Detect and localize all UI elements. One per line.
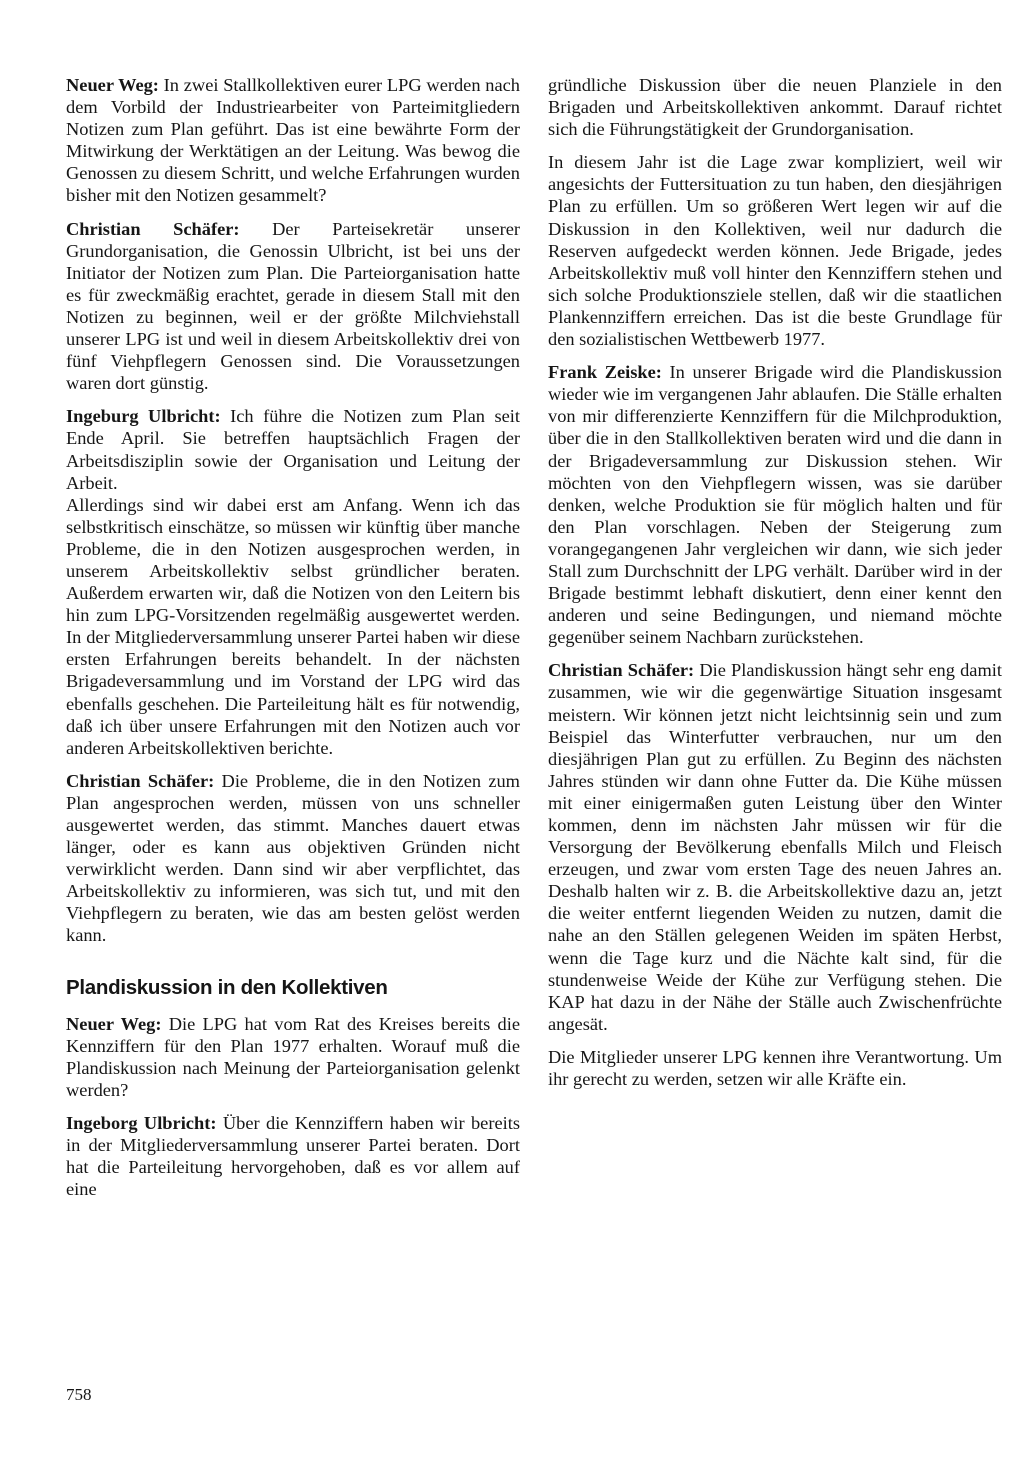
- speaker-label: Christian Schäfer:: [548, 660, 695, 681]
- speaker-label: Ingeborg Ulbricht:: [66, 1112, 217, 1133]
- paragraph-text: In zwei Stallkollektiven eurer LPG werden nach dem Vorbild der Industriearbeiter von Parteimitgliedern Notizen zum Plan geführt. Das ist eine bewährte Form der Mitwirkung der Werktätigen an der Leitung. Was bewog die Genossen zu diesem Schritt, und welche Erfahrungen wurden bisher mit den Notizen gesammelt?: [66, 75, 520, 206]
- paragraph: In diesem Jahr ist die Lage zwar kompliziert, weil wir angesichts der Futtersituation zu tun haben, den diesjährigen Plan zu erfüllen. Um so größeren Wert legen wir auf die Diskussion in den Kollektiven, weil nur dadurch die Reserven aufgedeckt werden können. Jede Brigade, jedes Arbeitskollektiv muß voll hinter den Kennziffern stehen und sich solche Produktionsziele stellen, daß wir die staatlichen Plankennziffern erreichen. Das ist die beste Grundlage für den sozialistischen Wettbewerb 1977.: [548, 152, 1002, 350]
- paragraph: [548, 361, 1002, 648]
- right-column: [548, 74, 1002, 1101]
- speaker-label: Christian Schäfer:: [66, 770, 215, 791]
- left-column: [66, 74, 520, 1211]
- paragraph-text: In unserer Brigade wird die Plandiskussion wieder wie im vergangenen Jahr ablaufen. Die Ställe erhalten von mir differenzierte Kennziffern für die Milchproduktion, über die in den Stallkollektiven beraten wird und die dann in der Brigadeversammlung zur Diskussion stehen. Wir möchten von den Viehpflegern wissen, was sie darüber denken, welche Produktion sie für möglich halten und für den Plan vorschlagen. Neben der Steigerung zum vorangegangenen Jahr vergleichen wir dann, wie sich jeder Stall zum Durchschnitt der LPG verhält. Darüber wird in der Brigade bestimmt lebhaft diskutiert, denn einer kennt den anderen und seine Bedingungen, und niemand möchte gegenüber seinem Nachbarn zurückstehen.: [548, 362, 1002, 648]
- speaker-label: Neuer Weg:: [66, 1013, 162, 1034]
- speaker-label: Neuer Weg:: [66, 75, 159, 95]
- paragraph: [66, 1013, 520, 1101]
- paragraph-text: Der Parteisekretär unserer Grundorganisation, die Genossin Ulbricht, ist bei uns der Initiator der Notizen zum Plan. Die Parteiorganisation hatte es für zweckmäßig erachtet, gerade in diesem Stall mit den Notizen zu beginnen, weil er der größte Milchviehstall unserer LPG ist und weil in diesem Arbeitskollektiv drei von fünf Viehpflegern Genossen sind. Die Voraussetzungen waren dort günstig.: [66, 218, 520, 394]
- paragraph-text: Die Plandiskussion hängt sehr eng damit zusammen, wie wir die gegenwärtige Situation insgesamt meistern. Wir können jetzt nicht leichtsinnig sein und zum Beispiel das Winterfutter verbrauchen, nur um den diesjährigen Plan gut zu erfüllen. Zu Beginn des nächsten Jahres stünden wir dann ohne Futter da. Die Kühe müssen mit einer einigermaßen guten Leistung über den Winter kommen, denn im nächsten Jahr müssen wir für die Versorgung der Bevölkerung ebenfalls Milch und Fleisch erzeugen, und zwar vom ersten Tage des neuen Jahres an. Deshalb halten wir z. B. die Arbeitskollektive dazu an, jetzt die weiter entfernt liegenden Weiden zu nutzen, damit die nahe an den Ställen gelegenen Weiden im späten Herbst, wenn die Tage kurz und die Nächte kalt sind, für die stundenweise Weide der Kühe zur Verfügung stehen. Die KAP hat dazu in der Nähe der Ställe auch Zwischenfrüchte angesät.: [548, 660, 1002, 1034]
- speaker-label: Ingeburg Ulbricht:: [66, 406, 221, 427]
- speaker-label: Christian Schäfer:: [66, 218, 240, 239]
- paragraph: [548, 659, 1002, 1035]
- paragraph-text: Über die Kennziffern haben wir bereits in der Mitgliederversammlung unserer Partei beraten. Dort hat die Parteileitung hervorgehoben, daß es vor allem auf eine: [66, 1112, 520, 1200]
- paragraph-continuation: Allerdings sind wir dabei erst am Anfang. Wenn ich das selbstkritisch einschätze, so müssen wir künftig über manche Probleme, die in den Notizen ausgesprochen werden, in unserem Arbeitskollektiv selbst gründlicher beraten. Außerdem erwarten wir, daß die Notizen von den Leitern bis hin zum LPG-Vorsitzenden regelmäßig ausgewertet werden. In der Mitgliederversammlung unserer Partei haben wir diese ersten Erfahrungen bereits behandelt. In der nächsten Brigadeversammlung und im Vorstand der LPG wird das ebenfalls geschehen. Die Parteileitung hält es für notwendig, daß ich über unsere Erfahrungen mit den Notizen auch vor anderen Arbeitskollektiven berichte.: [66, 494, 520, 758]
- paragraph-text: Ich führe die Notizen zum Plan seit Ende April. Sie betreffen hauptsächlich Fragen der Arbeitsdisziplin sowie der Organisation und Leitung der Arbeit.: [66, 406, 520, 493]
- section-heading: Plandiskussion in den Kollektiven: [66, 975, 388, 999]
- paragraph: [66, 74, 520, 207]
- page-number: 758: [66, 1385, 92, 1404]
- paragraph: Die Mitglieder unserer LPG kennen ihre Verantwortung. Um ihr gerecht zu werden, setzen wir alle Kräfte ein.: [548, 1046, 1002, 1090]
- paragraph: [66, 770, 520, 947]
- paragraph: gründliche Diskussion über die neuen Planziele in den Brigaden und Arbeitskollektiven ankommt. Darauf richtet sich die Führungstätigkeit der Grundorganisation.: [548, 75, 1002, 140]
- paragraph: [66, 405, 520, 493]
- speaker-label: Frank Zeiske:: [548, 362, 662, 383]
- paragraph-text: Die LPG hat vom Rat des Kreises bereits die Kennziffern für den Plan 1977 erhalten. Worauf muß die Plandiskussion nach Meinung der Parteiorganisation gelenkt werden?: [66, 1013, 520, 1100]
- paragraph: [66, 1112, 520, 1200]
- paragraph-text: Die Probleme, die in den Notizen zum Plan angesprochen werden, müssen von uns schneller ausgewertet werden, das stimmt. Manches dauert etwas länger, oder es kann aus objektiven Gründen nicht verwirklicht werden. Dann sind wir aber verpflichtet, das Arbeitskollektiv zu informieren, was sich tut, und mit den Viehpflegern zu beraten, wie das am besten gelöst werden kann.: [66, 770, 520, 946]
- paragraph: [66, 218, 520, 395]
